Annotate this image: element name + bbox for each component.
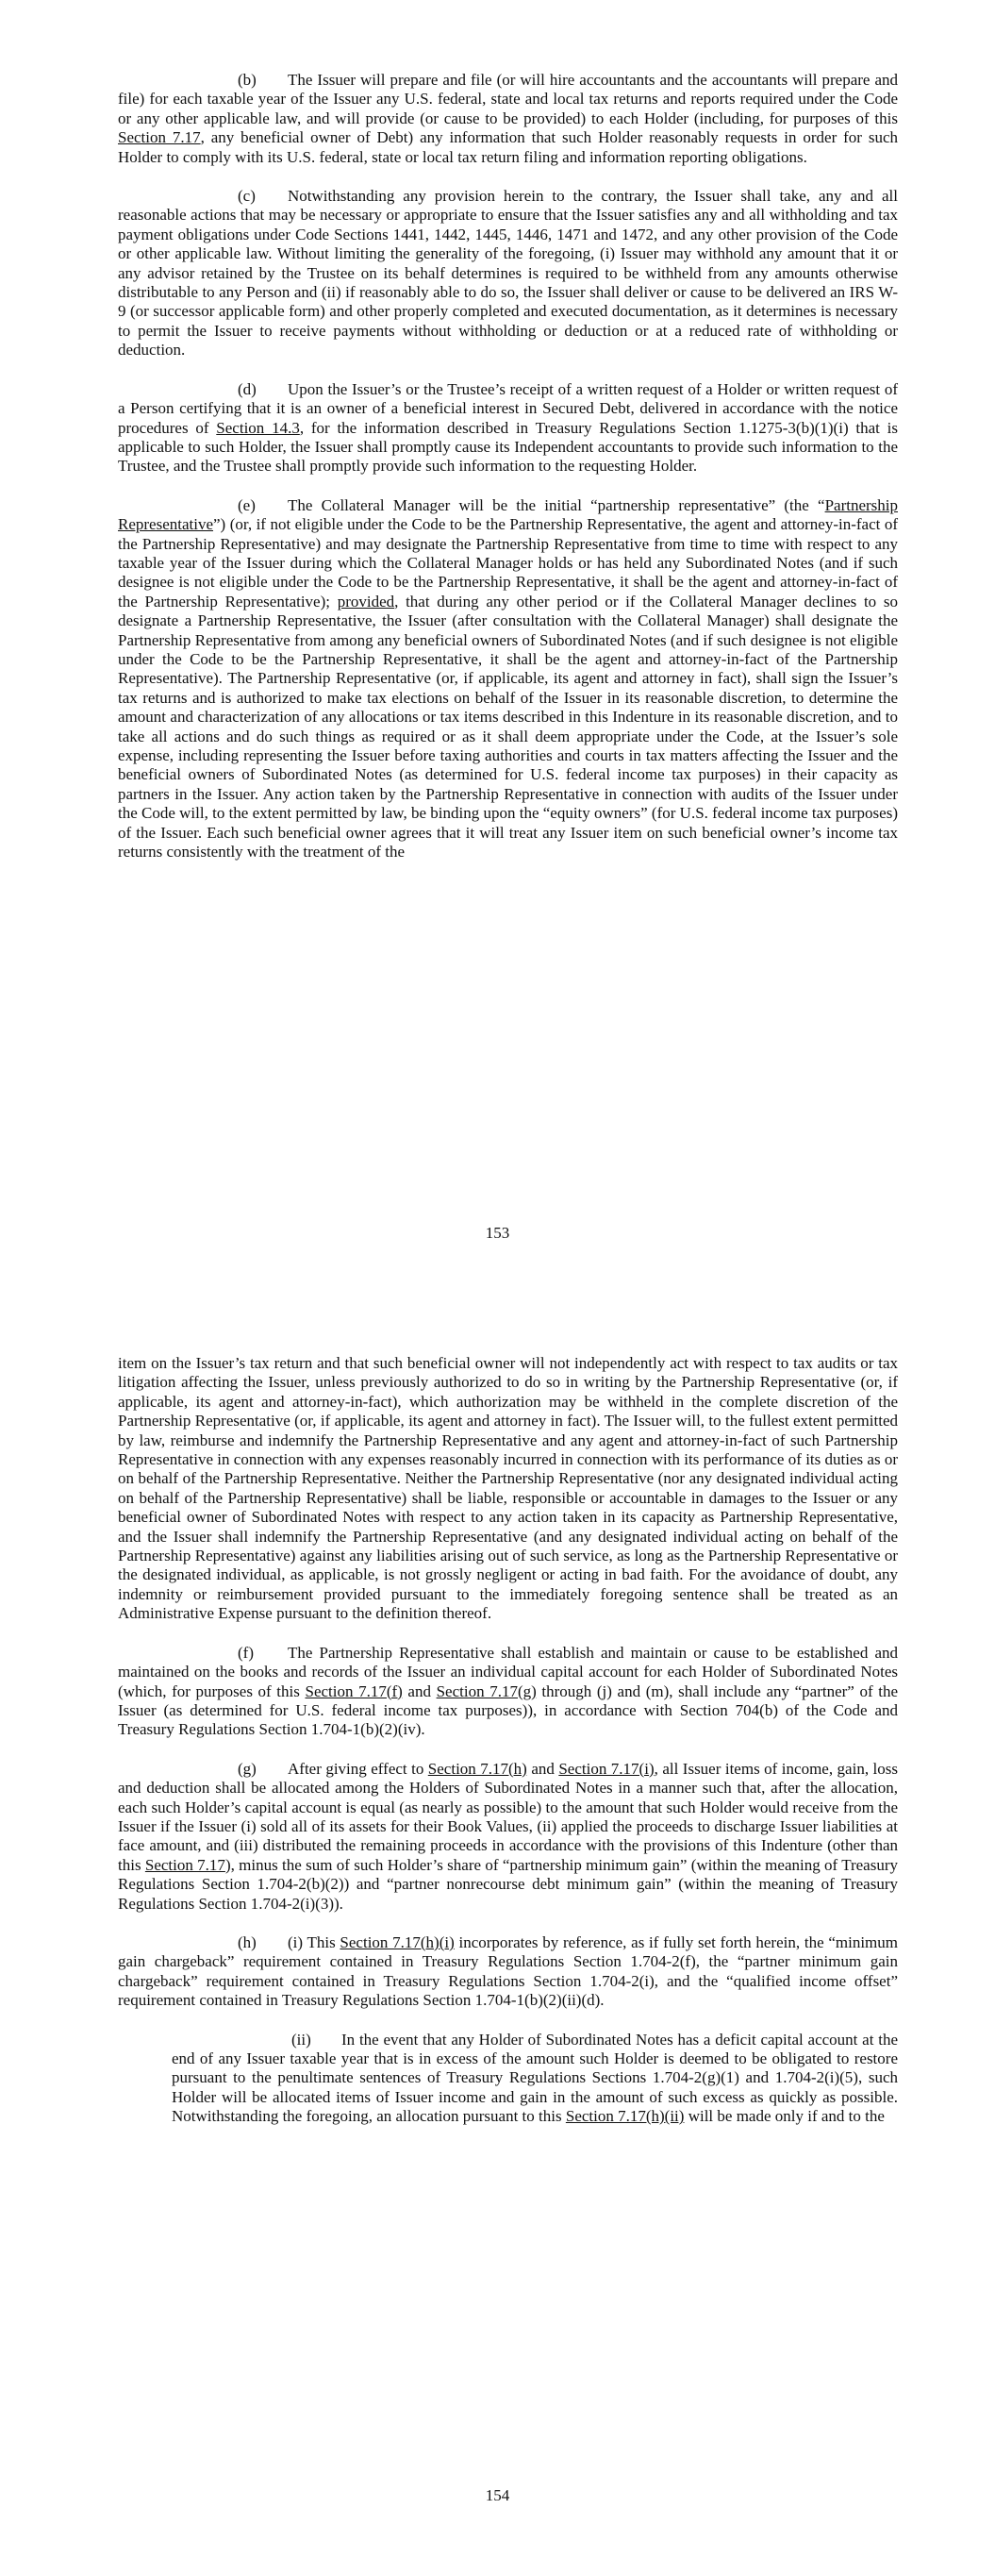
paragraph-g: (g) After giving effect to Section 7.17(h) and Section 7.17(i), all Issuer items of income, gain, loss and deduction shall be allocated among the Holders of Subordinated Notes in a manner such that, after the allocation, each such Holder’s capital account is equal (as nearly as possible) to the amount that such Holder would receive from the Issuer if the Issuer (i) sold all of its assets for their Book Values, (ii) applied the proceeds to discharge Issuer liabilities at face amount, and (iii) distributed the remaining proceeds in accordance with the provisions of this Indenture (other than this Section 7.17), minus the sum of such Holder’s share of “partnership minimum gain” (within the meaning of Treasury Regulations Section 1.704-2(b)(2)) and “partner nonrecourse debt minimum gain” (within the meaning of Treasury Regulations Section 1.704‑2(i)(3)). [118,1759,899,1913]
section-reference: Section 7.17(h)(i) [340,1932,455,1951]
section-reference: Section 7.17(h)(ii) [565,2107,685,2126]
section-reference: Section 7.17(h) [427,1759,527,1778]
paragraph-b: (b) The Issuer will prepare and file (or will hire accountants and the accountants will prepare and file) for each taxable year of the Issuer any U.S. federal, state and local tax returns and reports required under the Code or any other applicable law, and will provide (or cause to be provided) to each Holder (including, for purposes of this Section 7.17, any beneficial owner of Debt) any information that such Holder reasonably requests in order for such Holder to comply with its U.S. federal, state or local tax return filing and information reporting obligations. [118,71,898,166]
section-reference: Section 14.3 [216,418,300,437]
paragraph-h: (h) (i) This Section 7.17(h)(i) incorporates by reference, as if fully set forth herein, the “minimum gain chargeback” requirement contained in Treasury Regulations Section 1.704-2(f), the “partner minimum gain chargeback” requirement contained in Treasury Regulations Section 1.704-2(i), and the “qualified income offset” requirement contained in Treasury Regulations Section 1.704-1(b)(2)(ii)(d). [118,1932,899,2010]
page-number: 153 [485,1224,510,1242]
paragraph-number: (g) [238,1759,257,1778]
section-reference: Section 7.17(g) [436,1681,537,1700]
paragraph-number: (b) [238,71,257,89]
section-reference: Section 7.17(i) [558,1759,655,1778]
section-reference: Section 7.17(f) [305,1681,403,1700]
paragraph-number: (c) [238,187,256,206]
paragraph-d: (d) Upon the Issuer’s or the Trustee’s receipt of a written request of a Holder or written request of a Person certifying that it is an owner of a beneficial interest in Secured Debt, delivered in accordance with the notice procedures of Section 14.3, for the information described in Treasury Regulations Section 1.1275-3(b)(1)(i) that is applicable to such Holder, the Issuer shall promptly cause its Independent accountants to provide such information to the Trustee, and the Trustee shall promptly provide such information to the requesting Holder. [118,379,898,476]
section-reference: Section 7.17 [118,128,201,147]
paragraph-h-ii: (ii) In the event that any Holder of Subordinated Notes has a deficit capital account at the end of any Issuer taxable year that is in excess of the amount such Holder is deemed to be obligated to restore pursuant to the penultimate sentences of Treasury Regulations Sections 1.704-2(g)(1) and 1.704-2(i)(5), such Holder will be allocated items of Issuer income and gain in the amount of such excess as quickly as possible. Notwithstanding the foregoing, an allocation pursuant to this Section 7.17(h)(ii) will be made only if and to the [172,2030,898,2126]
paragraph-e-continued: item on the Issuer’s tax return and that such beneficial owner will not independently act with respect to tax audits or tax litigation affecting the Issuer, unless previously authorized to do so in writing by the Partnership Representative (or, if applicable, its agent and attorney-in-fact), which authorization may be withheld in the complete discretion of the Partnership Representative (or, if applicable, its agent and attorney in fact). The Issuer will, to the fullest extent permitted by law, reimburse and indemnify the Partnership Representative and any agent and attorney-in-fact of such Partnership Representative in connection with any expenses reasonably incurred in connection with its performance of its duties as or on behalf of the Partnership Representative. Neither the Partnership Representative (nor any designated individual acting on behalf of the Partnership Representative) shall be liable, responsible or accountable in damages to the Issuer or any beneficial owner of Subordinated Notes with respect to any action taken in its capacity as Partnership Representative, and the Issuer shall indemnify the Partnership Representative (and any designated individual acting on behalf of the Partnership Representative) against any liabilities arising out of such service, as long as the Partnership Representative or the designated individual, as applicable, is not grossly negligent or acting in bad faith. For the avoidance of doubt, any indemnity or reimbursement provided pursuant to the immediately foregoing sentence shall be treated as an Administrative Expense pursuant to the definition thereof. [118,1354,898,1623]
paragraph-c: (c) Notwithstanding any provision herein to the contrary, the Issuer shall take, any and all reasonable actions that may be necessary or appropriate to ensure that the Issuer satisfies any and all withholding and tax payment obligations under Code Sections 1441, 1442, 1445, 1446, 1471 and 1472, and any other provision of the Code or other applicable law. Without limiting the generality of the foregoing, (i) Issuer may withhold any amount that it or any advisor retained by the Trustee on its behalf determines is required to be withheld from any amounts otherwise distributable to any Person and (ii) if reasonably able to do so, the Issuer shall deliver or cause to be delivered an IRS W-9 (or successor applicable form) and other properly completed and executed documentation, as it determines is necessary to permit the Issuer to receive payments without withholding or deduction or at a reduced rate of withholding or deduction. [118,187,898,360]
paragraph-number: (h) [238,1932,257,1951]
paragraph-number: (ii) [291,2030,311,2049]
paragraph-number: (d) [238,379,257,398]
paragraph-e: (e) The Collateral Manager will be the initial “partnership representative” (the “Partnership Representative”) (or, if not eligible under the Code to be the Partnership Representative, the agent and attorney-in-fact of the Partnership Representative) and may designate the Partnership Representative from time to time with respect to any taxable year of the Issuer during which the Collateral Manager holds or has held any Subordinated Notes (and if such designee is not eligible under the Code to be the Partnership Representative, it shall be the agent and attorney-in-fact of the Partnership Representative); provided, that during any other period or if the Collateral Manager declines to so designate a Partnership Representative, the Issuer (after consultation with the Collateral Manager) shall designate the Partnership Representative from among any beneficial owners of Subordinated Notes (and if such designee is not eligible under the Code to be the Partnership Representative, it shall be the agent and attorney-in-fact of the Partnership Representative). The Partnership Representative (or, if applicable, its agent and attorney in fact), shall sign the Issuer’s tax returns and is authorized to make tax elections on behalf of the Issuer in its reasonable discretion, to determine the amount and characterization of any allocations or tax items described in this Indenture in its reasonable discretion, and to take all actions and do such things as required or as it shall deem appropriate under the Code, at the Issuer’s sole expense, including representing the Issuer before taxing authorities and courts in tax matters affecting the Issuer and the beneficial owners of Subordinated Notes (as determined for U.S. federal income tax purposes) in their capacity as partners in the Issuer. Any action taken by the Partnership Representative in connection with audits of the Issuer under the Code will, to the extent permitted by law, be binding upon the “equity owners” (for U.S. federal income tax purposes) of the Issuer. Each such beneficial owner agrees that it will treat any Issuer item on such beneficial owner’s income tax returns consistently with the treatment of the [118,495,898,861]
paragraph-number: (f) [238,1643,254,1662]
proviso-term: provided [337,592,395,611]
page-number: 154 [485,2486,510,2504]
page-154 [0,1288,995,2576]
section-reference: Section 7.17 [144,1855,225,1874]
page-body [118,71,898,881]
paragraph-f: (f) The Partnership Representative shall establish and maintain or cause to be established and maintained on the books and records of the Issuer an individual capital account for each Holder of Subordinated Notes (which, for purposes of this Section 7.17(f) and Section 7.17(g) through (j) and (m), shall include any “partner” of the Issuer (as determined for U.S. federal income tax purposes)), in accordance with Section 704(b) of the Code and Treasury Regulations Section 1.704-1(b)(2)(iv). [118,1643,898,1739]
page-body [118,1354,898,2147]
paragraph-number: (e) [238,495,256,514]
defined-term: Partnership Representative [118,495,898,534]
